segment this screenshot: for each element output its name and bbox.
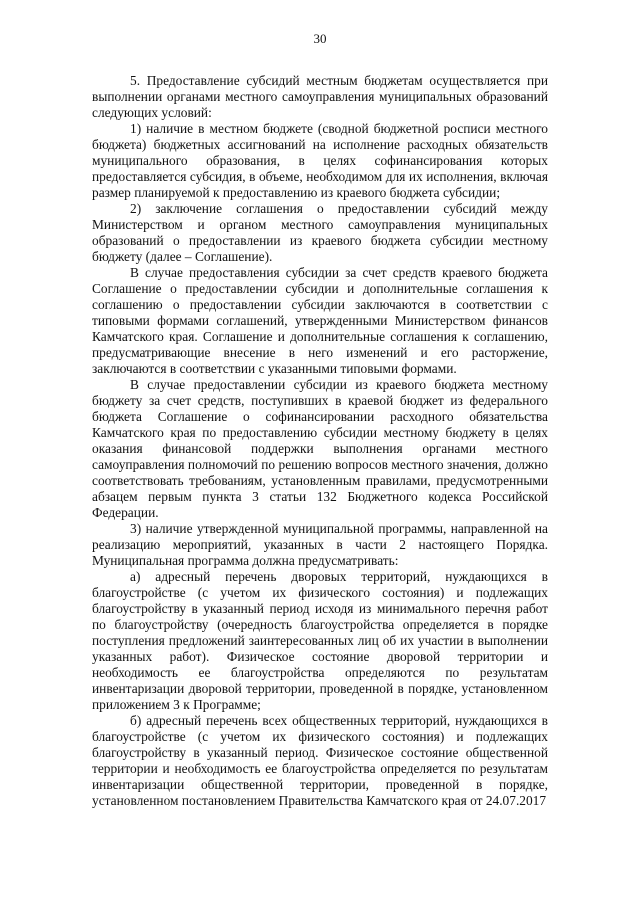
paragraph-federal-funds-agreement: В случае предоставлении субсидии из краевого бюджета местному бюджету за счет средств, поступивших в краевой бюджет из федерального бюджета Соглашение о софинансировании расходного обязательства Камчатского края по предоставлению субсидии местному бюджету в целях оказания финансовой поддержки выполнения органами местного самоуправления полномочий по решению вопросов местного значения, должно соответствовать требованиям, установленным правилами, предусмотренными абзацем первым пункта 3 статьи 132 Бюджетного кодекса Российской Федерации. bbox=[92, 377, 548, 520]
paragraph-regional-budget-agreement: В случае предоставления субсидии за счет средств краевого бюджета Соглашение о предоставлении субсидии и дополнительные соглашения к соглашению о предоставлении субсидии заключаются в соответствии с типовыми формами соглашений, утвержденными Министерством финансов Камчатского края. Соглашение и дополнительные соглашения к соглашению, предусматривающие внесение в него изменений и его расторжение, заключаются в соответствии с указанными типовыми формами. bbox=[92, 265, 548, 376]
page-number: 30 bbox=[313, 31, 327, 46]
paragraph-condition-1: 1) наличие в местном бюджете (сводной бюджетной росписи местного бюджета) бюджетных ассигнований на исполнение расходных обязательств муниципального образования, в целях софинансирования которых предоставляется субсидия, в объеме, необходимом для их исполнения, включая размер планируемой к предоставлению из краевого бюджета субсидии; bbox=[92, 121, 548, 200]
paragraph-conditions-intro: 5. Предоставление субсидий местным бюджетам осуществляется при выполнении органами местного самоуправления муниципальных образований следующих условий: bbox=[92, 73, 548, 120]
paragraph-item-b: б) адресный перечень всех общественных территорий, нуждающихся в благоустройстве (с учетом их физического состояния) и подлежащих благоустройству в указанный период. Физическое состояние общественной территории и необходимость ее благоустройства определяется по результатам инвентаризации общественной территории, проведенной в порядке, установленном постановлением Правительства Камчатского края от 24.07.2017 bbox=[92, 713, 548, 808]
body-text bbox=[92, 73, 548, 809]
paragraph-item-a: а) адресный перечень дворовых территорий, нуждающихся в благоустройстве (с учетом их физического состояния) и подлежащих благоустройству в указанный период исходя из минимального перечня работ по благоустройству (очередность благоустройства определяется в порядке поступления предложений заинтересованных лиц об их участии в выполнении указанных работ). Физическое состояние дворовой территории и необходимость ее благоустройства определяются по результатам инвентаризации дворовой территории, проведенной в порядке, установленном приложением 3 к Программе; bbox=[92, 569, 548, 712]
paragraph-condition-2: 2) заключение соглашения о предоставлении субсидий между Министерством и органом местного самоуправления муниципальных образований о предоставлении из краевого бюджета субсидии местному бюджету (далее – Соглашение). bbox=[92, 201, 548, 264]
paragraph-condition-3: 3) наличие утвержденной муниципальной программы, направленной на реализацию мероприятий, указанных в части 2 настоящего Порядка. Муниципальная программа должна предусматривать: bbox=[92, 521, 548, 568]
